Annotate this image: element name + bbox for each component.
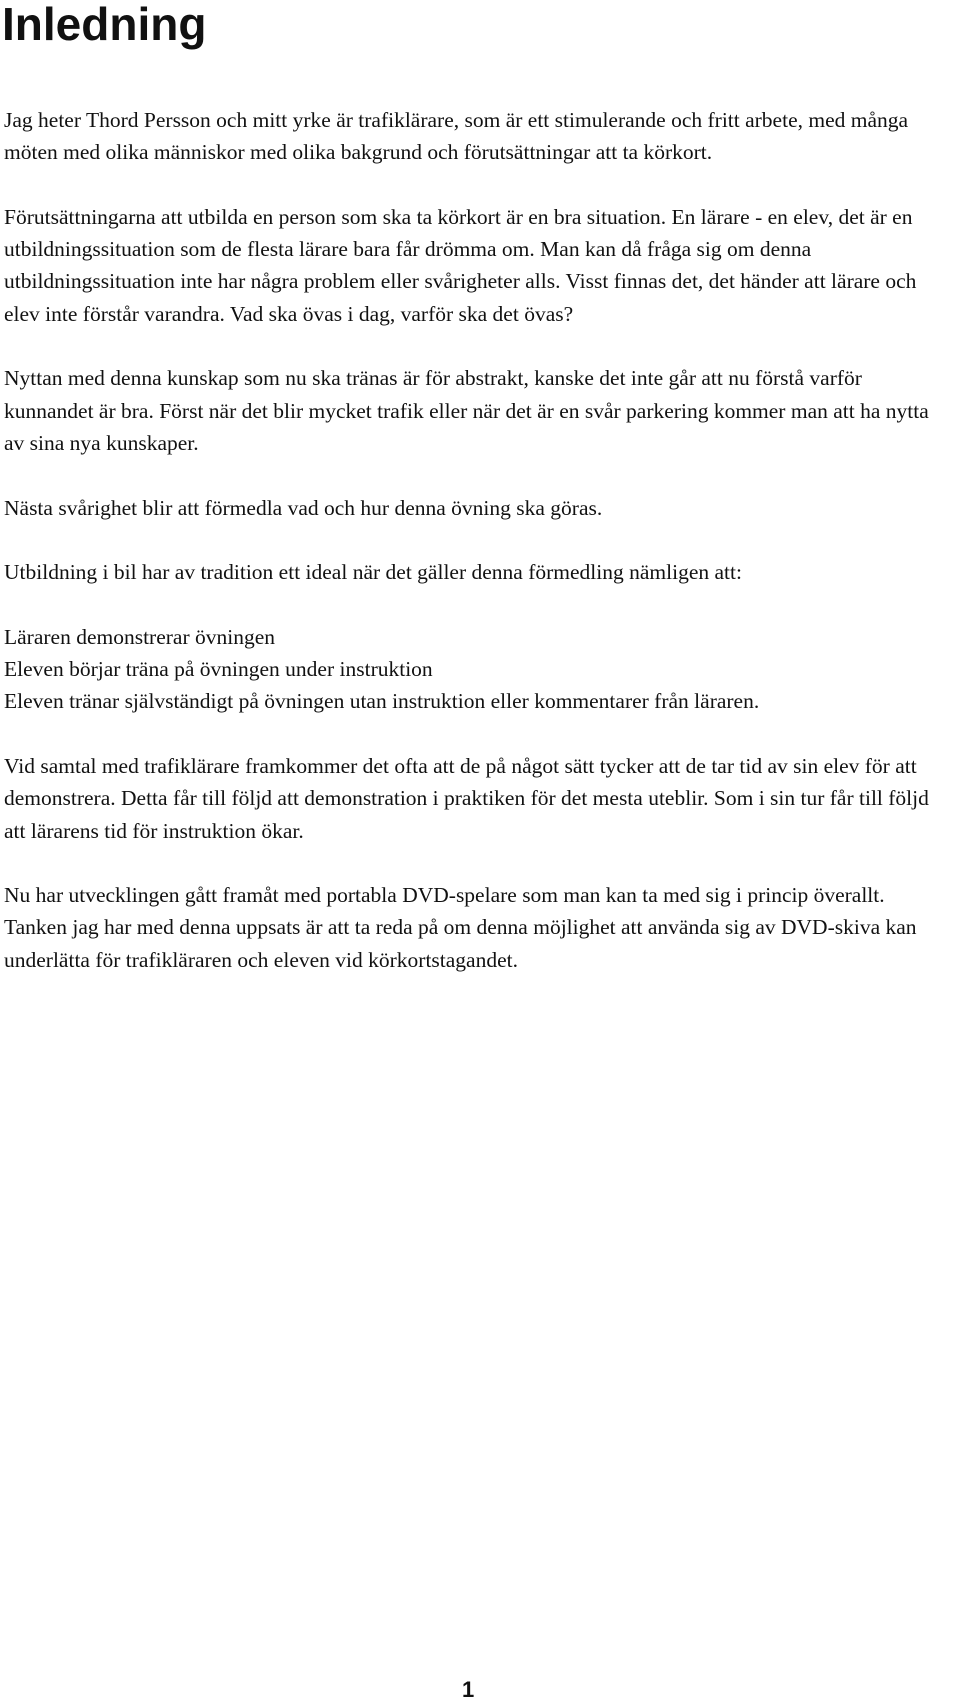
step-line-practice-instruction: Eleven börjar träna på övningen under instruktion	[4, 657, 433, 682]
page-title: Inledning	[2, 0, 207, 50]
paragraph-abstract-knowledge: Nyttan med denna kunskap som nu ska tränas är för abstrakt, kanske det inte går att nu förstå varför kunnandet är bra. Först när det blir mycket trafik eller när det är en svår parkering kommer man att ha nytta av sina nya kunskaper.	[4, 366, 929, 455]
paragraph-dvd: Nu har utvecklingen gått framåt med portabla DVD-spelare som man kan ta med sig i princip överallt. Tanken jag har med denna uppsats är att ta reda på om denna möjlighet att använda sig av DVD-skiva kan underlätta för trafikläraren och eleven vid körkortstagandet.	[4, 883, 917, 972]
step-line-demonstrate: Läraren demonstrerar övningen	[4, 624, 276, 649]
paragraph-intro: Jag heter Thord Persson och mitt yrke är trafiklärare, som är ett stimulerande och fritt arbete, med många möten med olika människor med olika bakgrund och förutsättningar att ta körkort.	[4, 108, 909, 165]
paragraph-situation: Förutsättningarna att utbilda en person som ska ta körkort är en bra situation. En lärare - en elev, det är en utbildningssituation som de flesta lärare bara får drömma om. Man kan då fråga sig om denna utbildningssituation inte har några problem eller svårigheter alls. Visst finnas det, det händer att lärare och elev inte förstår varandra. Vad ska övas i dag, varför ska det övas?	[4, 204, 917, 326]
step-line-practice-independent: Eleven tränar självständigt på övningen utan instruktion eller kommentarer från läraren.	[4, 689, 760, 714]
document-body	[4, 104, 949, 1008]
paragraph-tradition: Utbildning i bil har av tradition ett ideal när det gäller denna förmedling nämligen att:	[4, 560, 742, 585]
paragraph-next-difficulty: Nästa svårighet blir att förmedla vad och hur denna övning ska göras.	[4, 495, 603, 520]
page-number: 1	[462, 1677, 475, 1702]
paragraph-teacher-talk: Vid samtal med trafiklärare framkommer det ofta att de på något sätt tycker att de tar tid av sin elev för att demonstrera. Detta får till följd att demonstration i praktiken för det mesta uteblir. Som i sin tur får till följd att lärarens tid för instruktion ökar.	[4, 753, 929, 843]
